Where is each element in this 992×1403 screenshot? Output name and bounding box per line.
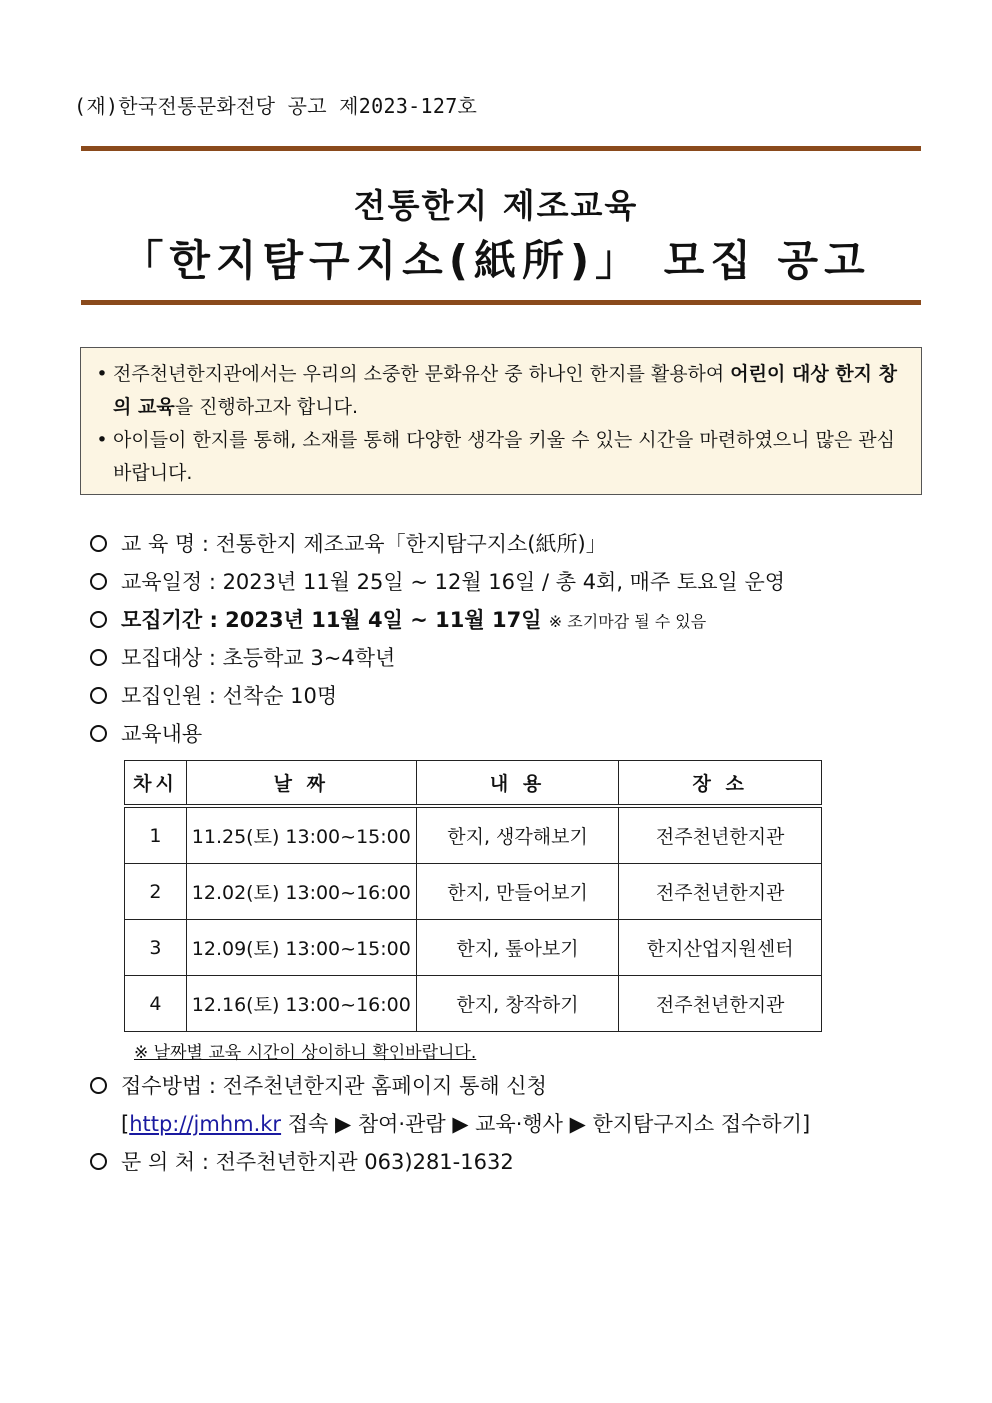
schedule-table [124,760,822,1032]
intro-text-1a: 전주천년한지관에서는 우리의 소중한 문화유산 중 하나인 한지를 활용하여 [113,363,731,385]
circle-bullet-icon [90,573,107,590]
item-course-name [90,528,607,558]
circle-bullet-icon [90,687,107,704]
item-quota [90,680,337,710]
table-row [125,920,822,976]
apply-path-text: 접속 ▶ 참여·관람 ▶ 교육·행사 ▶ 한지탐구지소 접수하기] [281,1112,811,1136]
table-row [125,976,822,1032]
cell-session: 1 [125,806,187,864]
bracket-open: [ [121,1112,130,1136]
bullet-dot-icon: • [96,363,108,385]
cell-content: 한지, 창작하기 [416,976,619,1032]
item-target [90,642,395,672]
cell-session: 2 [125,864,187,920]
circle-bullet-icon [90,1153,107,1170]
intro-bullet-1 [91,358,911,424]
circle-bullet-icon [90,611,107,628]
circle-bullet-icon [90,1077,107,1094]
intro-box [80,347,922,495]
header-session: 차시 [125,761,187,807]
item-period [90,604,706,634]
circle-bullet-icon [90,725,107,742]
bullet-dot-icon: • [96,429,108,451]
intro-text-1b: 을 진행하고자 합니다. [174,396,358,418]
period-note: ※ 조기마감 될 수 있음 [548,612,707,631]
title-line-1: 전통한지 제조교육 [353,186,639,225]
apply-path [121,1108,810,1138]
bottom-divider [81,300,921,305]
cell-content: 한지, 만들어보기 [416,864,619,920]
table-row [125,806,822,864]
item-text: 모집대상 : 초등학교 3~4학년 [121,646,396,670]
cell-content: 한지, 생각해보기 [416,806,619,864]
table-row [125,864,822,920]
item-text: 교육일정 : 2023년 11월 25일 ~ 12월 16일 / 총 4회, 매주 토요일 운영 [121,570,786,594]
cell-place: 전주천년한지관 [619,864,822,920]
cell-content: 한지, 톺아보기 [416,920,619,976]
cell-session: 4 [125,976,187,1032]
header-place: 장 소 [619,761,822,807]
item-contact [90,1146,514,1176]
cell-date: 11.25(토) 13:00~15:00 [186,806,416,864]
cell-place: 전주천년한지관 [619,976,822,1032]
item-text: 모집기간 : 2023년 11월 4일 ~ 11월 17일 [121,608,542,632]
header-date: 날 짜 [186,761,416,807]
intro-text-1-bold: 어린이 대상 한지 창의 교육 [113,363,897,418]
table-footnote: ※ 날짜별 교육 시간이 상이하니 확인바랍니다. [134,1043,477,1063]
table-header-row [125,761,822,807]
item-text: 교육내용 [121,722,203,746]
item-text: 교 육 명 : 전통한지 제조교육「한지탐구지소(紙所)」 [121,532,607,556]
top-divider [81,146,921,151]
cell-place: 한지산업지원센터 [619,920,822,976]
cell-date: 12.09(토) 13:00~15:00 [186,920,416,976]
intro-bullet-2 [91,424,911,490]
header-content: 내 용 [416,761,619,807]
circle-bullet-icon [90,535,107,552]
circle-bullet-icon [90,649,107,666]
intro-text-1 [113,358,911,424]
cell-date: 12.16(토) 13:00~16:00 [186,976,416,1032]
cell-date: 12.02(토) 13:00~16:00 [186,864,416,920]
item-text: 문 의 처 : 전주천년한지관 063)281-1632 [121,1150,514,1174]
item-text: 모집인원 : 선착순 10명 [121,684,338,708]
title-line-2: 「한지탐구지소(紙所)」 모집 공고 [121,236,871,285]
item-content [90,718,202,748]
homepage-link[interactable]: http://jmhm.kr [129,1112,282,1136]
cell-session: 3 [125,920,187,976]
announcement-number: (재)한국전통문화전당 공고 제2023-127호 [74,94,478,118]
item-schedule [90,566,785,596]
intro-text-2: 아이들이 한지를 통해, 소재를 통해 다양한 생각을 키울 수 있는 시간을 마련하였으니 많은 관심 바랍니다. [113,429,896,484]
item-text: 접수방법 : 전주천년한지관 홈페이지 통해 신청 [121,1074,547,1098]
cell-place: 전주천년한지관 [619,806,822,864]
item-apply [90,1070,547,1100]
